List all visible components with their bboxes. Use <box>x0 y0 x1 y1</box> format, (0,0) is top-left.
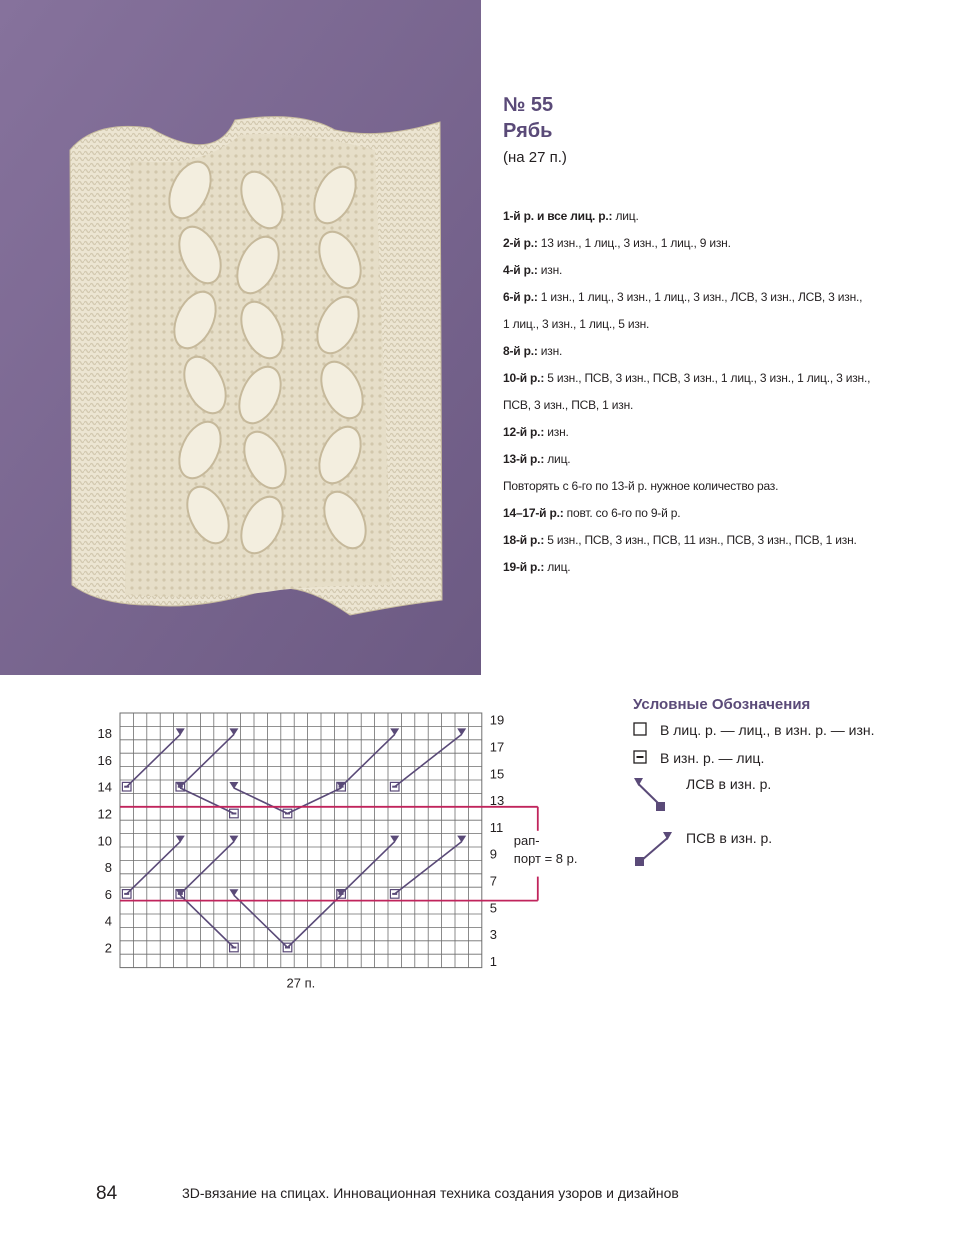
pattern-header <box>503 92 567 172</box>
instruction-line <box>503 257 943 284</box>
row-number-left: 16 <box>97 752 112 768</box>
book-title: 3D-вязание на спицах. Инновационная техника создания узоров и дизайнов <box>182 1185 679 1201</box>
instruction-text: лиц. <box>544 560 571 574</box>
instruction-line <box>503 230 943 257</box>
instruction-text: 13 изн., 1 лиц., 3 изн., 1 лиц., 9 изн. <box>537 236 731 250</box>
stitch-count-label: 27 п. <box>286 975 316 991</box>
instruction-text: изн. <box>537 263 563 277</box>
legend <box>630 694 950 884</box>
chart-grid-border <box>120 713 482 968</box>
instruction-text: повт. со 6-го по 9-й р. <box>563 506 681 520</box>
instruction-line <box>503 203 943 230</box>
instruction-row-label: 18-й р.: <box>503 533 545 547</box>
pattern-stitch-count: (на 27 п.) <box>503 149 567 166</box>
row-number-left: 8 <box>104 860 112 876</box>
instruction-text: 1 лиц., 3 изн., 1 лиц., 5 изн. <box>503 317 650 331</box>
row-number-left: 10 <box>97 833 112 849</box>
row-number-right: 11 <box>489 819 504 835</box>
legend-label-psv: ПСВ в изн. р. <box>686 830 773 846</box>
knitting-chart <box>0 695 620 1005</box>
psv-cross-icon <box>635 832 672 866</box>
row-number-left: 4 <box>104 913 112 929</box>
row-number-right: 5 <box>489 900 498 916</box>
instruction-line <box>503 392 943 419</box>
row-number-left: 18 <box>97 726 112 742</box>
instruction-row-label: 6-й р.: <box>503 290 538 304</box>
repeat-label-line2: порт = 8 р. <box>513 851 578 866</box>
instruction-row-label: 2-й р.: <box>503 236 538 250</box>
instruction-row-label: 10-й р.: <box>503 371 545 385</box>
row-number-left: 6 <box>104 886 112 902</box>
instruction-line <box>503 419 943 446</box>
instruction-row-label: 1-й р. и все лиц. р.: <box>503 209 613 223</box>
row-number-right: 15 <box>489 766 505 782</box>
instruction-line <box>503 446 943 473</box>
legend-title: Условные Обозначения <box>633 696 811 713</box>
row-number-right: 7 <box>489 873 498 889</box>
instruction-line <box>503 554 943 581</box>
row-number-left: 14 <box>97 779 112 795</box>
empty-square-icon <box>634 723 646 735</box>
instruction-text: 5 изн., ПСВ, 3 изн., ПСВ, 11 изн., ПСВ, 3 изн., ПСВ, 1 изн. <box>544 533 857 547</box>
instruction-line <box>503 365 943 392</box>
row-number-right: 17 <box>489 739 505 755</box>
pattern-name: Рябь <box>503 120 553 142</box>
instruction-text: Повторять с 6-го по 13-й р. нужное количество раз. <box>503 479 779 493</box>
instruction-line <box>503 284 943 311</box>
row-number-left: 2 <box>104 940 112 956</box>
page-number: 84 <box>96 1183 118 1204</box>
instruction-line <box>503 338 943 365</box>
instruction-row-label: 19-й р.: <box>503 560 545 574</box>
lsv-cross-icon <box>634 778 665 811</box>
legend-label-lsv: ЛСВ в изн. р. <box>686 776 772 792</box>
instruction-line <box>503 500 943 527</box>
instruction-row-label: 4-й р.: <box>503 263 538 277</box>
instruction-text: 5 изн., ПСВ, 3 изн., ПСВ, 3 изн., 1 лиц., 3 изн., 1 лиц., 3 изн., <box>544 371 871 385</box>
instruction-text: лиц. <box>544 452 571 466</box>
instruction-text: 1 изн., 1 лиц., 3 изн., 1 лиц., 3 изн., ЛСВ, 3 изн., ЛСВ, 3 изн., <box>537 290 863 304</box>
legend-label-purl: В изн. р. — лиц. <box>660 750 765 766</box>
instruction-text: лиц. <box>612 209 639 223</box>
row-number-right: 13 <box>489 793 505 809</box>
instruction-row-label: 14–17-й р.: <box>503 506 564 520</box>
purl-dash <box>637 756 644 758</box>
instruction-text: изн. <box>537 344 563 358</box>
instruction-line <box>503 311 943 338</box>
row-number-right: 3 <box>489 927 498 943</box>
instruction-row-label: 12-й р.: <box>503 425 545 439</box>
instruction-line <box>503 473 943 500</box>
instruction-text: изн. <box>544 425 569 439</box>
instruction-line <box>503 527 943 554</box>
instructions-list <box>503 203 943 581</box>
pattern-number: № 55 <box>503 94 554 116</box>
repeat-label-line1: рап- <box>513 833 540 848</box>
instruction-row-label: 8-й р.: <box>503 344 538 358</box>
row-number-right: 19 <box>489 712 505 728</box>
instruction-row-label: 13-й р.: <box>503 452 545 466</box>
swatch-photo <box>0 0 481 675</box>
instruction-text: ПСВ, 3 изн., ПСВ, 1 изн. <box>503 398 634 412</box>
row-number-right: 1 <box>489 953 498 969</box>
row-number-left: 12 <box>97 806 112 822</box>
row-number-right: 9 <box>489 846 498 862</box>
legend-label-knit: В лиц. р. — лиц., в изн. р. — изн. <box>660 722 875 738</box>
